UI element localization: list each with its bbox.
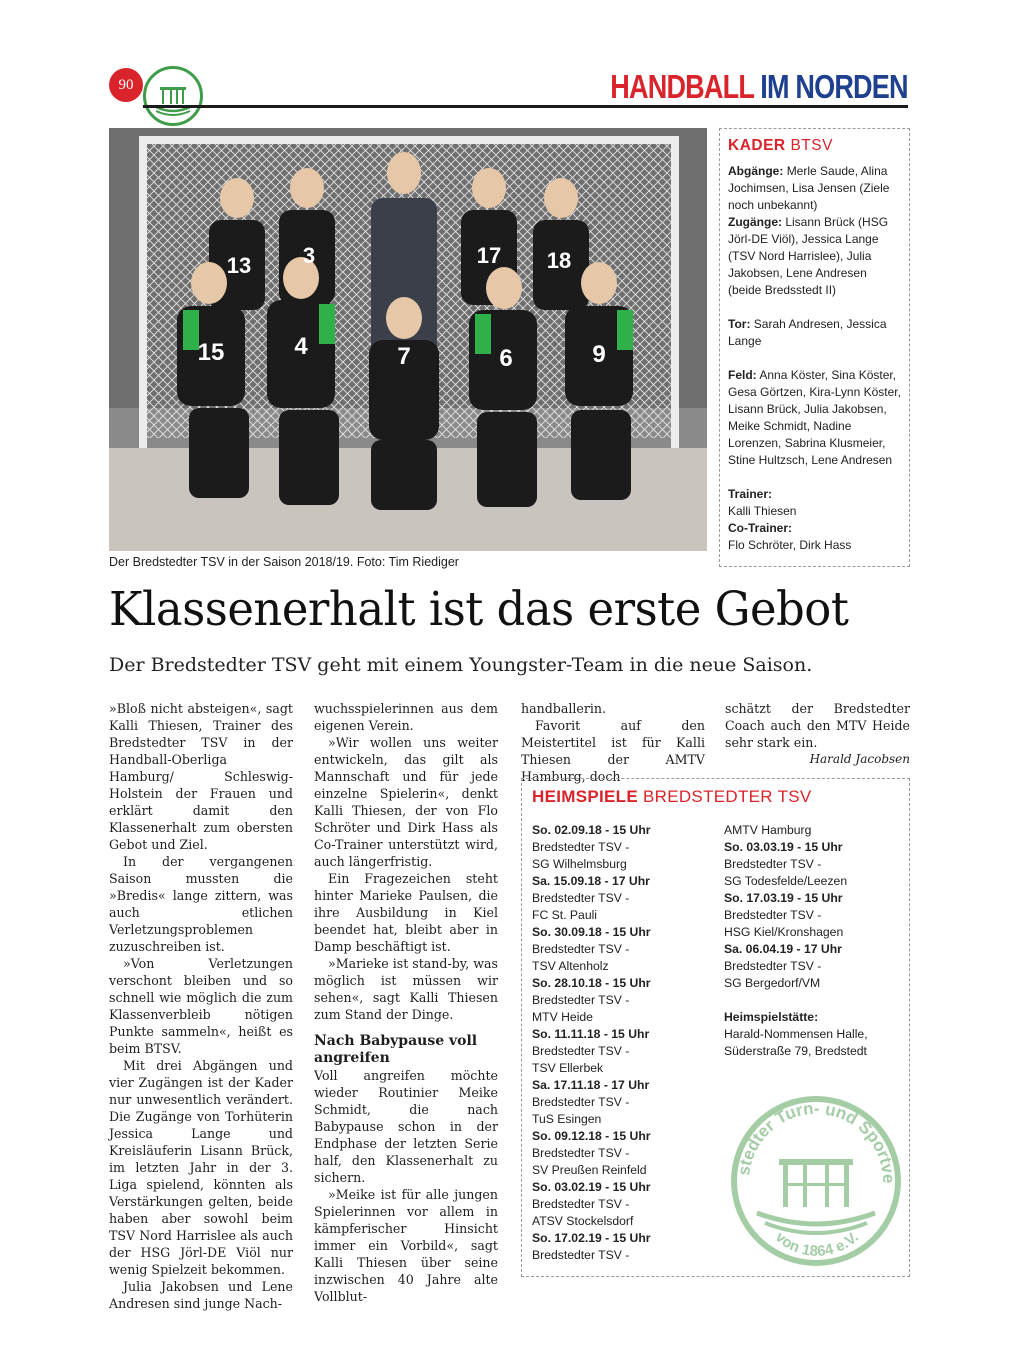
watermark-text-bottom: von 1864 e.V.: [771, 1228, 863, 1260]
kader-tor: [728, 316, 901, 350]
game-away: SG Bergedorf/VM: [724, 976, 821, 990]
game-away: AMTV Hamburg: [724, 823, 812, 837]
article-column-1: [109, 700, 293, 1312]
club-logo: [143, 66, 203, 126]
article-column-2: [314, 700, 498, 1305]
heimspiele-title-rest: BREDSTEDTER TSV: [643, 787, 812, 806]
section-title-part1: HANDBALL: [610, 68, 754, 105]
schedule-game: [724, 890, 904, 941]
kader-cotrainer: [728, 520, 901, 554]
schedule-column-1: [532, 822, 717, 1264]
jersey-9: 9: [592, 341, 606, 368]
game-away: SV Preußen Reinfeld: [532, 1163, 647, 1177]
jersey-3: 3: [302, 243, 316, 268]
game-date: So. 03.03.19 - 15 Uhr: [724, 840, 843, 854]
kader-title-bold: KADER: [728, 137, 786, 154]
kader-trainer-text: Kalli Thiesen: [728, 504, 797, 518]
schedule-game: [532, 1230, 717, 1264]
game-date: So. 11.11.18 - 15 Uhr: [532, 1027, 650, 1041]
game-date: So. 09.12.18 - 15 Uhr: [532, 1129, 651, 1143]
kader-box: [719, 128, 910, 567]
game-away: TSV Altenholz: [532, 959, 609, 973]
article-author: Harald Jacobsen: [809, 752, 910, 766]
jersey-18: 18: [546, 248, 572, 273]
kader-trainer-label: Trainer:: [728, 487, 773, 501]
game-home: Bredstedter TSV -: [532, 1146, 630, 1160]
schedule-game: [724, 839, 904, 890]
paragraph: »Marieke ist stand-by, was möglich ist müssen wir sehen«, sagt Kalli Thiesen zum Stand der Dinge.: [314, 956, 498, 1022]
club-logo-watermark-icon: [727, 1089, 905, 1271]
game-home: Bredstedter TSV -: [724, 908, 822, 922]
club-logo-watermark: [727, 1089, 905, 1271]
jersey-13: 13: [226, 253, 252, 278]
game-date: So. 03.02.19 - 15 Uhr: [532, 1180, 651, 1194]
watermark-text-top: stedter Turn- und Sportve: [734, 1098, 899, 1184]
game-home: Bredstedter TSV -: [532, 1197, 630, 1211]
game-home: Bredstedter TSV -: [532, 1248, 630, 1262]
game-date: Sa. 15.09.18 - 17 Uhr: [532, 874, 650, 888]
game-home: Bredstedter TSV -: [724, 857, 822, 871]
kader-zugaenge-label: Zugänge:: [728, 215, 782, 229]
game-date: Sa. 17.11.18 - 17 Uhr: [532, 1078, 650, 1092]
schedule-column-2: [724, 822, 904, 1060]
game-home: Bredstedter TSV -: [532, 942, 630, 956]
page-number: 90: [109, 68, 143, 102]
jersey-4: 4: [294, 333, 308, 360]
game-away: FC St. Pauli: [532, 908, 598, 922]
game-home: Bredstedter TSV -: [532, 1044, 630, 1058]
jersey-15: 15: [197, 339, 225, 366]
schedule-game: [724, 941, 904, 992]
paragraph: handballerin.: [521, 701, 607, 716]
game-away: MTV Heide: [532, 1010, 593, 1024]
game-away: SG Wilhelmsburg: [532, 857, 627, 871]
team-photo-illustration: [109, 128, 707, 551]
heimspiele-title: [532, 788, 812, 805]
schedule-game: [532, 975, 717, 1026]
game-away: TuS Esingen: [532, 1112, 602, 1126]
paragraph: Voll angreifen möchte wieder Routinier Meike Schmidt, die nach Babypause schon in der Endphase der letzten Serie half, den Klassenerhalt zu sichern.: [314, 1068, 498, 1185]
paragraph: »Meike ist für alle jungen Spielerinnen vor allem in kämpferischer Hinsicht immer ein Vorbild«, sagt Kalli Thiesen über seine inzwischen 40 Jahre alte Vollblut-: [314, 1187, 498, 1304]
jersey-7: 7: [397, 343, 411, 370]
kader-feld-label: Feld:: [728, 368, 757, 382]
venue-address: Süderstraße 79, Bredstedt: [724, 1044, 867, 1058]
schedule-game: [532, 1077, 717, 1128]
schedule-game: [532, 1128, 717, 1179]
paragraph: Favorit auf den Meistertitel ist für Kalli Thiesen der AMTV Hamburg, doch: [521, 718, 705, 784]
schedule-game: [532, 1026, 717, 1077]
paragraph: Julia Jakobsen und Lene Andresen sind junge Nach-: [109, 1279, 293, 1311]
schedule-game: [532, 924, 717, 975]
schedule-game: [532, 822, 717, 873]
paragraph: schätzt der Bredstedter Coach auch den MTV Heide sehr stark ein.: [725, 701, 910, 750]
game-home: Bredstedter TSV -: [532, 891, 630, 905]
kader-trainer: [728, 486, 901, 520]
heimspiele-title-bold: HEIMSPIELE: [532, 787, 638, 806]
kader-tor-label: Tor:: [728, 317, 751, 331]
game-home: Bredstedter TSV -: [532, 840, 630, 854]
article-headline: Klassenerhalt ist das erste Gebot: [109, 582, 849, 637]
game-home: Bredstedter TSV -: [532, 1095, 630, 1109]
paragraph: wuchsspielerinnen aus dem eigenen Verein.: [314, 701, 498, 733]
game-date: Sa. 06.04.19 - 17 Uhr: [724, 942, 842, 956]
kader-abgaenge-text: Merle Saude, Alina Jochimsen, Lisa Jensen (Ziele noch unbekannt): [728, 164, 890, 212]
paragraph: »Wir wollen uns weiter entwickeln, das gilt als Mannschaft und für jede einzelne Spielerin«, denkt Kalli Thiesen, der von Flo Schröter und Dirk Hass als Co-Trainer unterstützt wird, auch längerfristig.: [314, 735, 498, 869]
game-away: SG Todesfelde/Leezen: [724, 874, 848, 888]
jersey-17: 17: [476, 243, 502, 268]
kader-abgaenge-label: Abgänge:: [728, 164, 784, 178]
game-away: TSV Ellerbek: [532, 1061, 604, 1075]
schedule-game: [532, 873, 717, 924]
kader-zugaenge: [728, 214, 901, 299]
article-subhead: Nach Babypause voll angreifen: [314, 1033, 478, 1066]
game-date: So. 02.09.18 - 15 Uhr: [532, 823, 651, 837]
team-photo: [109, 128, 707, 551]
venue-label: Heimspielstätte:: [724, 1010, 819, 1024]
schedule-game: [532, 1179, 717, 1230]
game-date: So. 17.02.19 - 15 Uhr: [532, 1231, 651, 1245]
kader-title-rest: BTSV: [790, 137, 833, 154]
kader-feld-text: Anna Köster, Sina Köster, Gesa Görtzen, Kira-Lynn Köster, Lisann Brück, Julia Jakobsen, Meike Schmidt, Nadine Lorenzen, Sabrina Klusmeier, Stine Hultzsch, Lene Andresen: [728, 368, 901, 467]
kader-zugaenge-text: Lisann Brück (HSG Jörl-DE Viöl), Jessica Lange (TSV Nord Harrislee), Julia Jakobsen, Lene Andresen (beide Bredsstedt II): [728, 215, 889, 297]
venue-name: Harald-Nommensen Halle,: [724, 1027, 868, 1041]
game-date: So. 30.09.18 - 15 Uhr: [532, 925, 651, 939]
game-date: So. 17.03.19 - 15 Uhr: [724, 891, 843, 905]
kader-abgaenge: [728, 163, 901, 214]
paragraph: »Von Verletzungen verschont bleiben und so schnell wie möglich die zum Klassenverbleib nötigen Punkte sammeln«, heißt es beim BTSV.: [109, 956, 293, 1056]
article-column-4: [725, 700, 910, 768]
game-away: HSG Kiel/Kronshagen: [724, 925, 844, 939]
article-column-3: [521, 700, 705, 785]
paragraph: Mit drei Abgängen und vier Zugängen ist der Kader nur unwesentlich verändert. Die Zugänge von Torhüterin Jessica Lange und Kreisläuferin Lisann Brück, im letzten Jahr in der 3. Liga spielend, könnten als Verstärkungen gelten, beide haben aber sowohl beim TSV Nord Harrislee als auch der HSG Jörl-DE Viöl nur wenig Spielzeit bekommen.: [109, 1058, 293, 1277]
game-home: Bredstedter TSV -: [532, 993, 630, 1007]
section-title: [611, 68, 908, 106]
game-away: ATSV Stockelsdorf: [532, 1214, 634, 1228]
kader-cotrainer-label: Co-Trainer:: [728, 521, 793, 535]
kader-tor-text: Sarah Andresen, Jessica Lange: [728, 317, 887, 348]
section-title-part2: IM NORDEN: [760, 68, 908, 105]
club-logo-icon: [146, 69, 200, 123]
kader-cotrainer-text: Flo Schröter, Dirk Hass: [728, 538, 852, 552]
photo-caption: Der Bredstedter TSV in der Saison 2018/19. Foto: Tim Riediger: [109, 555, 459, 569]
paragraph: Ein Fragezeichen steht hinter Marieke Paulsen, die ihre Ausbildung in Kiel beendet hat, bleibt aber in Damp beschäftigt ist.: [314, 871, 498, 954]
article-subline: Der Bredstedter TSV geht mit einem Youngster-Team in die neue Saison.: [109, 654, 813, 676]
paragraph: »Bloß nicht absteigen«, sagt Kalli Thiesen, Trainer des Bredstedter TSV in der Handball-Oberliga Hamburg/ Schleswig-Holstein der Frauen und erklärt damit den Klassenerhalt zum obersten Gebot und Ziel.: [109, 701, 293, 852]
jersey-6: 6: [499, 345, 513, 372]
game-date: So. 28.10.18 - 15 Uhr: [532, 976, 651, 990]
paragraph: In der vergangenen Saison mussten die »Bredis« lange zittern, was auch etlichen Verletzungsproblemen zuzuschreiben ist.: [109, 854, 293, 954]
kader-feld: [728, 367, 901, 469]
kader-title: [728, 137, 901, 154]
heimspiele-box: [521, 778, 910, 1277]
game-home: Bredstedter TSV -: [724, 959, 822, 973]
header-divider: [143, 105, 908, 108]
